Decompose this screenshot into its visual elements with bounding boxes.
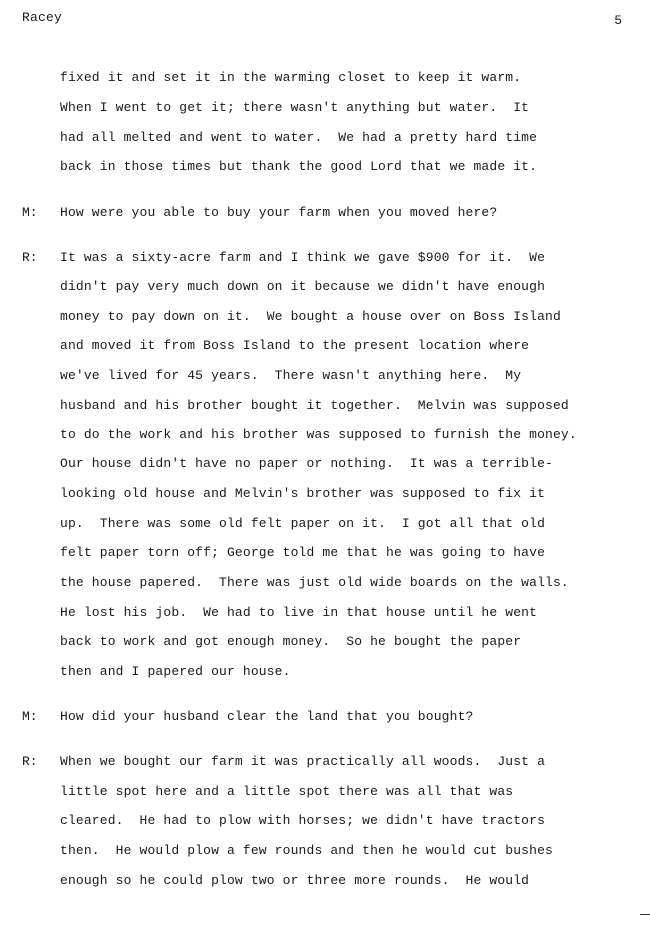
text-line: It was a sixty-acre farm and I think we gave $900 for it. We	[60, 250, 546, 265]
text-line: When we bought our farm it was practically all woods. Just a	[60, 754, 546, 769]
text-line: money to pay down on it. We bought a house over on Boss Island	[60, 309, 561, 324]
text-line: and moved it from Boss Island to the present location where	[60, 338, 530, 353]
text-line: had all melted and went to water. We had a pretty hard time	[60, 130, 538, 145]
speaker-label: M:	[22, 709, 38, 724]
text-line: we've lived for 45 years. There wasn't anything here. My	[60, 368, 522, 383]
text-line: up. There was some old felt paper on it. I got all that old	[60, 516, 546, 531]
text-line: enough so he could plow two or three more rounds. He would	[60, 873, 530, 888]
text-line: the house papered. There was just old wide boards on the walls.	[60, 575, 569, 590]
text-line: felt paper torn off; George told me that he was going to have	[60, 545, 546, 560]
page-number: 5	[614, 13, 622, 28]
text-line: husband and his brother bought it together. Melvin was supposed	[60, 398, 569, 413]
text-line: didn't pay very much down on it because we didn't have enough	[60, 279, 546, 294]
text-line: then and I papered our house.	[60, 664, 291, 679]
text-line: Our house didn't have no paper or nothing. It was a terrible-	[60, 456, 553, 471]
text-line: back to work and got enough money. So he bought the paper	[60, 634, 522, 649]
text-line: cleared. He had to plow with horses; we didn't have tractors	[60, 813, 546, 828]
text-line: He lost his job. We had to live in that house until he went	[60, 605, 538, 620]
text-line: back in those times but thank the good Lord that we made it.	[60, 159, 538, 174]
text-line: looking old house and Melvin's brother was supposed to fix it	[60, 486, 546, 501]
text-line: to do the work and his brother was supposed to furnish the money.	[60, 427, 577, 442]
text-line: little spot here and a little spot there was all that was	[60, 784, 514, 799]
speaker-label: M:	[22, 205, 38, 220]
text-line: How were you able to buy your farm when you moved here?	[60, 205, 498, 220]
header-interviewee-name: Racey	[22, 10, 63, 25]
page-edge-mark	[640, 914, 650, 915]
text-line: then. He would plow a few rounds and then he would cut bushes	[60, 843, 553, 858]
speaker-label: R:	[22, 754, 38, 769]
speaker-label: R:	[22, 250, 38, 265]
text-line: When I went to get it; there wasn't anything but water. It	[60, 100, 530, 115]
text-line: fixed it and set it in the warming closet to keep it warm.	[60, 70, 522, 85]
text-line: How did your husband clear the land that you bought?	[60, 709, 474, 724]
